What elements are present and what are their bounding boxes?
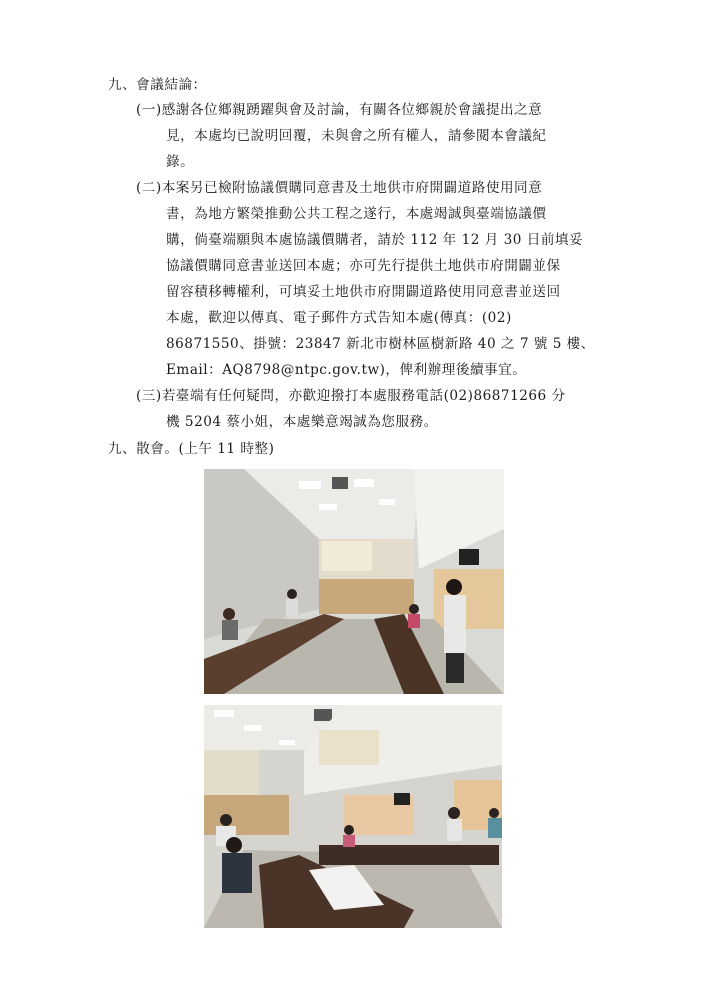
adjourn-heading: 九、散會。(上午 11 時整) — [108, 441, 275, 457]
item2-line-3: 購，倘臺端願與本處協議價購者，請於 112 年 12 月 30 日前填妥 — [166, 232, 584, 248]
item3-line-1: (三)若臺端有任何疑問，亦歡迎撥打本處服務電話(02)86871266 分 — [136, 388, 566, 404]
item2-line-8: Email：AQ8798@ntpc.gov.tw)，俾利辦理後續事宜。 — [166, 362, 527, 378]
item1-line-3: 錄。 — [166, 154, 195, 170]
item2-line-5: 留容積移轉權利，可填妥土地供市府開闢道路使用同意書並送回 — [166, 284, 561, 300]
conclusion-heading: 九、會議結論： — [108, 77, 207, 93]
item2-line-2: 書，為地方繁榮推動公共工程之遂行，本處竭誠與臺端協議價 — [166, 206, 547, 222]
item2-line-1: (二)本案另已檢附協議價購同意書及土地供市府開闢道路使用同意 — [136, 180, 543, 196]
meeting-photo-1 — [204, 469, 504, 694]
meeting-room-image-2 — [204, 705, 502, 928]
item2-line-7: 86871550、掛號：23847 新北市樹林區樹新路 40 之 7 號 5 樓、 — [166, 336, 595, 352]
meeting-room-image-1 — [204, 469, 504, 694]
item1-line-1: (一)感謝各位鄉親踴躍與會及討論，有關各位鄉親於會議提出之意 — [136, 102, 543, 118]
item2-line-6: 本處，歡迎以傳真、電子郵件方式告知本處(傳真：(02) — [166, 310, 512, 326]
item3-line-2: 機 5204 蔡小姐，本處樂意竭誠為您服務。 — [166, 414, 438, 430]
meeting-photo-2 — [204, 705, 502, 928]
item1-line-2: 見，本處均已說明回覆，未與會之所有權人，請參閱本會議紀 — [166, 128, 547, 144]
item2-line-4: 協議價購同意書並送回本處；亦可先行提供土地供市府開闢並保 — [166, 258, 561, 274]
